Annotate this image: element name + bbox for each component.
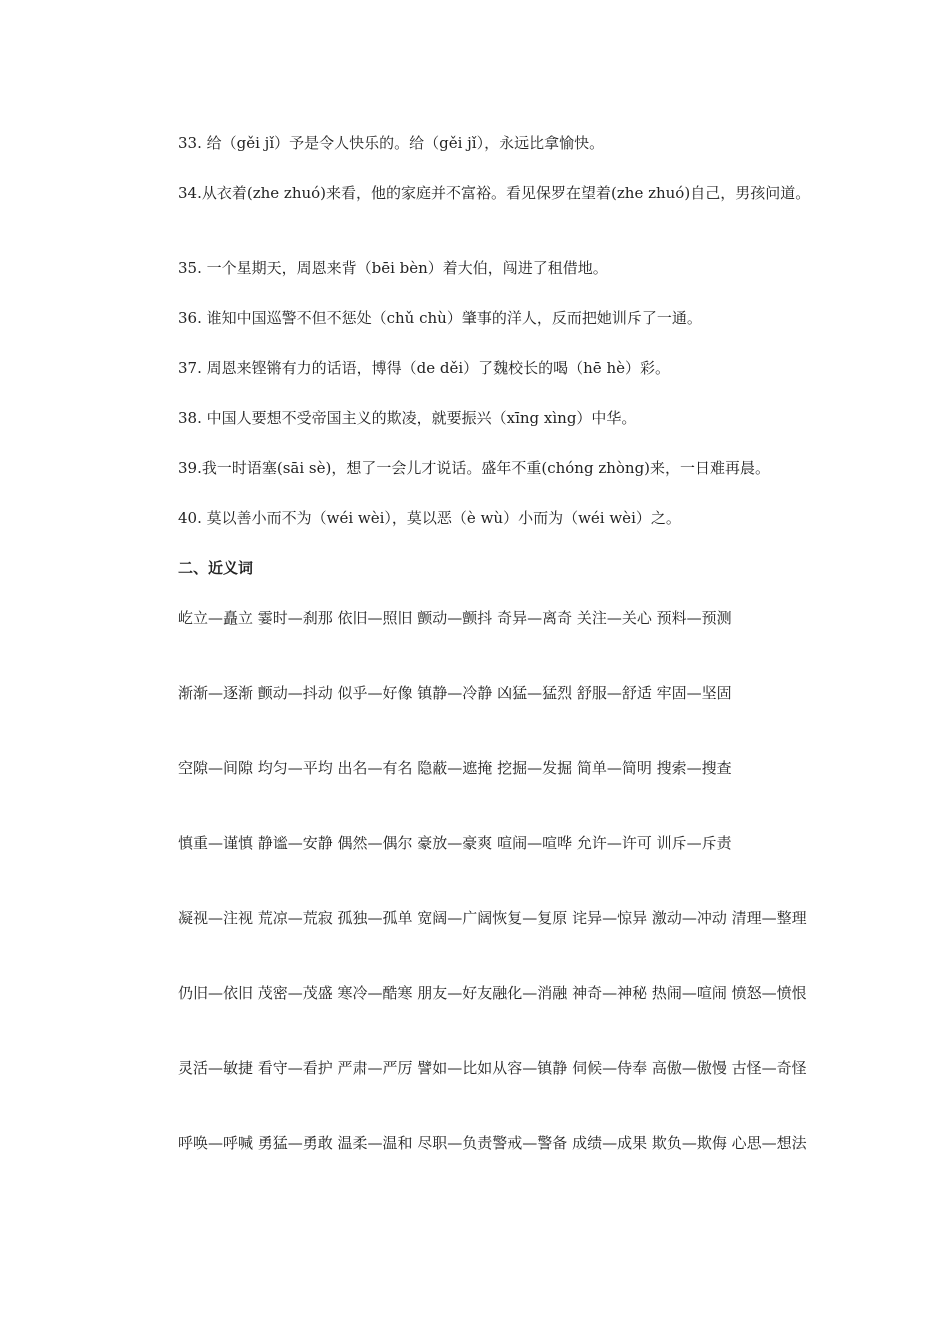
synonym-line: 凝视—注视 荒凉—荒寂 孤独—孤单 宽阔—广阔恢复—复原 诧异—惊异 激动—冲动 清理—整理	[178, 909, 807, 927]
synonym-line: 空隙—间隙 均匀—平均 出名—有名 隐蔽—遮掩 挖掘—发掘 简单—简明 搜索—搜查	[178, 759, 732, 777]
section-heading-synonyms: 二、近义词	[178, 559, 254, 577]
synonym-line: 灵活—敏捷 看守—看护 严肃—严厉 譬如—比如从容—镇静 伺候—侍奉 高傲—傲慢 古怪—奇怪	[178, 1059, 807, 1077]
synonym-line: 呼唤—呼喊 勇猛—勇敢 温柔—温和 尽职—负责警戒—警备 成绩—成果 欺负—欺侮 心思—想法	[178, 1134, 807, 1152]
item-35: 35. 一个星期天，周恩来背（bēi bèn）着大伯，闯进了租借地。	[178, 259, 608, 277]
item-33: 33. 给（gěi jǐ）予是令人快乐的。给（gěi jǐ），永远比拿愉快。	[178, 134, 605, 152]
item-39: 39.我一时语塞(sāi sè)，想了一会儿才说话。盛年不重(chóng zhòng)来，一日难再晨。	[178, 459, 771, 477]
synonym-line: 仍旧—依旧 茂密—茂盛 寒冷—酷寒 朋友—好友融化—消融 神奇—神秘 热闹—喧闹 愤怒—愤恨	[178, 984, 807, 1002]
item-37: 37. 周恩来铿锵有力的话语，博得（de děi）了魏校长的喝（hē hè）彩。	[178, 359, 670, 377]
item-34: 34.从衣着(zhe zhuó)来看，他的家庭并不富裕。看见保罗在望着(zhe zhuó)自己，男孩问道。	[178, 184, 811, 202]
synonym-line: 屹立—矗立 霎时—刹那 依旧—照旧 颤动—颤抖 奇异—离奇 关注—关心 预料—预测	[178, 609, 732, 627]
item-40: 40. 莫以善小而不为（wéi wèi），莫以恶（è wù）小而为（wéi wèi）之。	[178, 509, 681, 527]
synonym-line: 慎重—谨慎 静谧—安静 偶然—偶尔 豪放—豪爽 喧闹—喧哗 允许—许可 训斥—斥责	[178, 834, 732, 852]
item-36: 36. 谁知中国巡警不但不惩处（chǔ chù）肇事的洋人，反而把她训斥了一通。	[178, 309, 702, 327]
synonym-line: 渐渐—逐渐 颤动—抖动 似乎—好像 镇静—冷静 凶猛—猛烈 舒服—舒适 牢固—坚固	[178, 684, 732, 702]
item-38: 38. 中国人要想不受帝国主义的欺凌，就要振兴（xīng xìng）中华。	[178, 409, 637, 427]
